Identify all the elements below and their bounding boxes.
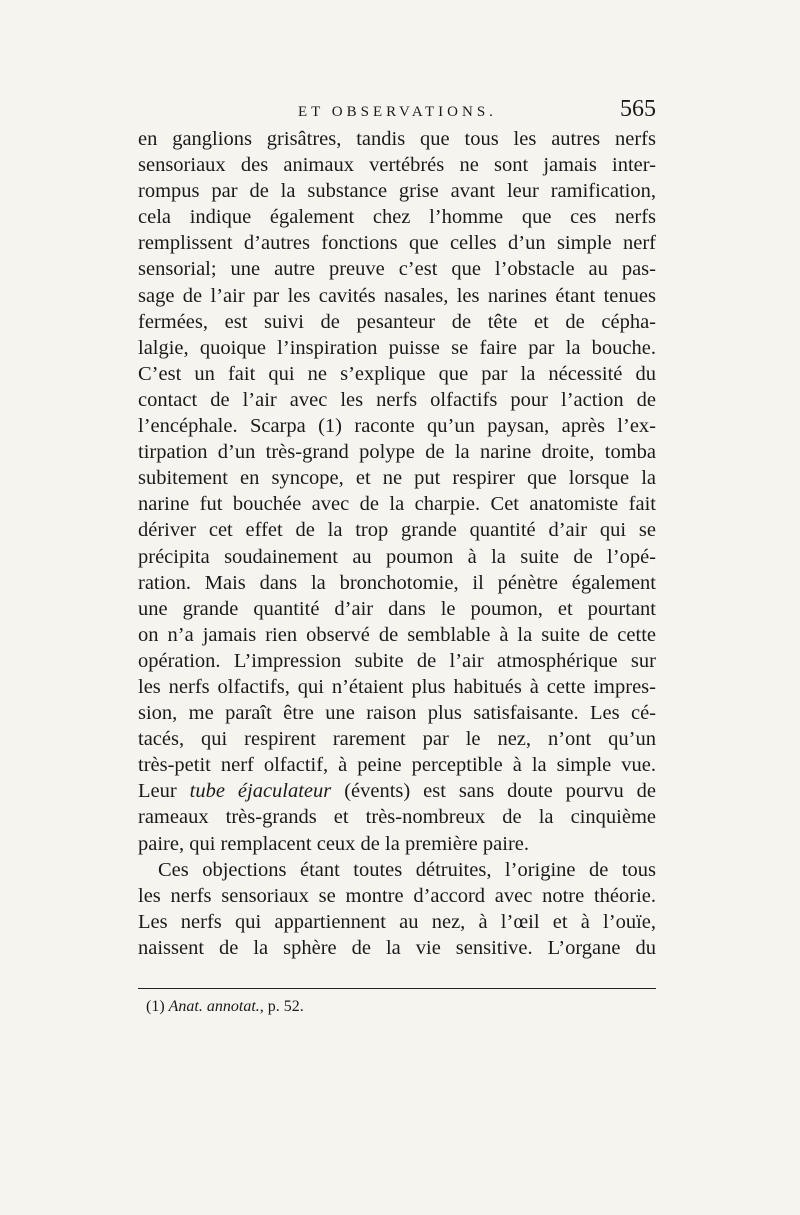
footnote-source: Anat. annotat. <box>168 998 260 1015</box>
text-line: C’est un fait qui ne s’explique que par la nécessité du <box>138 362 656 385</box>
text-line: subitement en syncope, et ne put respirer que lorsque la <box>138 467 656 490</box>
text-line: naissent de la sphère de la vie sensitive. L’organe du <box>138 936 656 959</box>
text-line: Les nerfs qui appartiennent au nez, à l’œil et à l’ouïe, <box>138 910 656 933</box>
body-text <box>138 126 656 961</box>
text-line: rompus par de la substance grise avant leur ramification, <box>138 180 656 203</box>
text-line: paire, qui remplacent ceux de la première paire. <box>138 832 530 855</box>
text-line: Leur tube éjaculateur (évents) est sans doute pourvu de <box>138 780 656 803</box>
text-line: remplissent d’autres fonctions que celles d’un simple nerf <box>138 232 656 255</box>
text-line: une grande quantité d’air dans le poumon, et pourtant <box>138 597 656 620</box>
text-line: cela indique également chez l’homme que ces nerfs <box>138 206 656 229</box>
text-line: opération. L’impression subite de l’air atmosphérique sur <box>138 649 656 672</box>
footnote <box>146 998 304 1016</box>
text-line: les nerfs olfactifs, qui n’étaient plus habitués à cette impres- <box>138 675 656 698</box>
text-line: narine fut bouchée avec de la charpie. Cet anatomiste fait <box>138 493 656 516</box>
italic-term: tube éjaculateur <box>189 780 332 803</box>
text-line: sage de l’air par les cavités nasales, les narines étant tenues <box>138 284 656 307</box>
text-line: tirpation d’un très-grand polype de la narine droite, tomba <box>138 441 656 464</box>
text-line: précipita soudainement au poumon à la suite de l’opé- <box>138 545 656 568</box>
text-line: les nerfs sensoriaux se montre d’accord avec notre théorie. <box>138 884 656 907</box>
text-line: l’encéphale. Scarpa (1) raconte qu’un paysan, après l’ex- <box>138 415 656 438</box>
footnote-marker: (1) <box>146 998 165 1015</box>
running-title: ET OBSERVATIONS. <box>298 104 497 120</box>
text-line: rameaux très-grands et très-nombreux de la cinquième <box>138 806 656 829</box>
text-line: en ganglions grisâtres, tandis que tous les autres nerfs <box>138 128 656 150</box>
text-line: dériver cet effet de la trop grande quantité d’air qui se <box>138 519 656 542</box>
running-head <box>138 96 656 126</box>
text-line: sensoriaux des animaux vertébrés ne sont jamais inter- <box>138 154 656 177</box>
text-line: ration. Mais dans la bronchotomie, il pénètre également <box>138 571 656 594</box>
footnote-rule <box>138 988 656 989</box>
footnote-page-ref: , p. 52. <box>259 998 304 1015</box>
page-number: 565 <box>620 96 656 122</box>
text-line: sion, me paraît être une raison plus satisfaisante. Les cé- <box>138 702 656 725</box>
text-line: contact de l’air avec les nerfs olfactifs pour l’action de <box>138 388 656 411</box>
text-line: fermées, est suivi de pesanteur de tête et de cépha- <box>138 310 656 333</box>
text-line: tacés, qui respirent rarement par le nez, n’ont qu’un <box>138 728 656 751</box>
text-line: on n’a jamais rien observé de semblable à la suite de cette <box>138 623 656 646</box>
text-line: lalgie, quoique l’inspiration puisse se faire par la bouche. <box>138 336 656 359</box>
text-line: Ces objections étant toutes détruites, l’origine de tous <box>158 858 656 881</box>
text-line: très-petit nerf olfactif, à peine perceptible à la simple vue. <box>138 754 656 777</box>
text-line: sensorial; une autre preuve c’est que l’obstacle au pas- <box>138 258 656 281</box>
